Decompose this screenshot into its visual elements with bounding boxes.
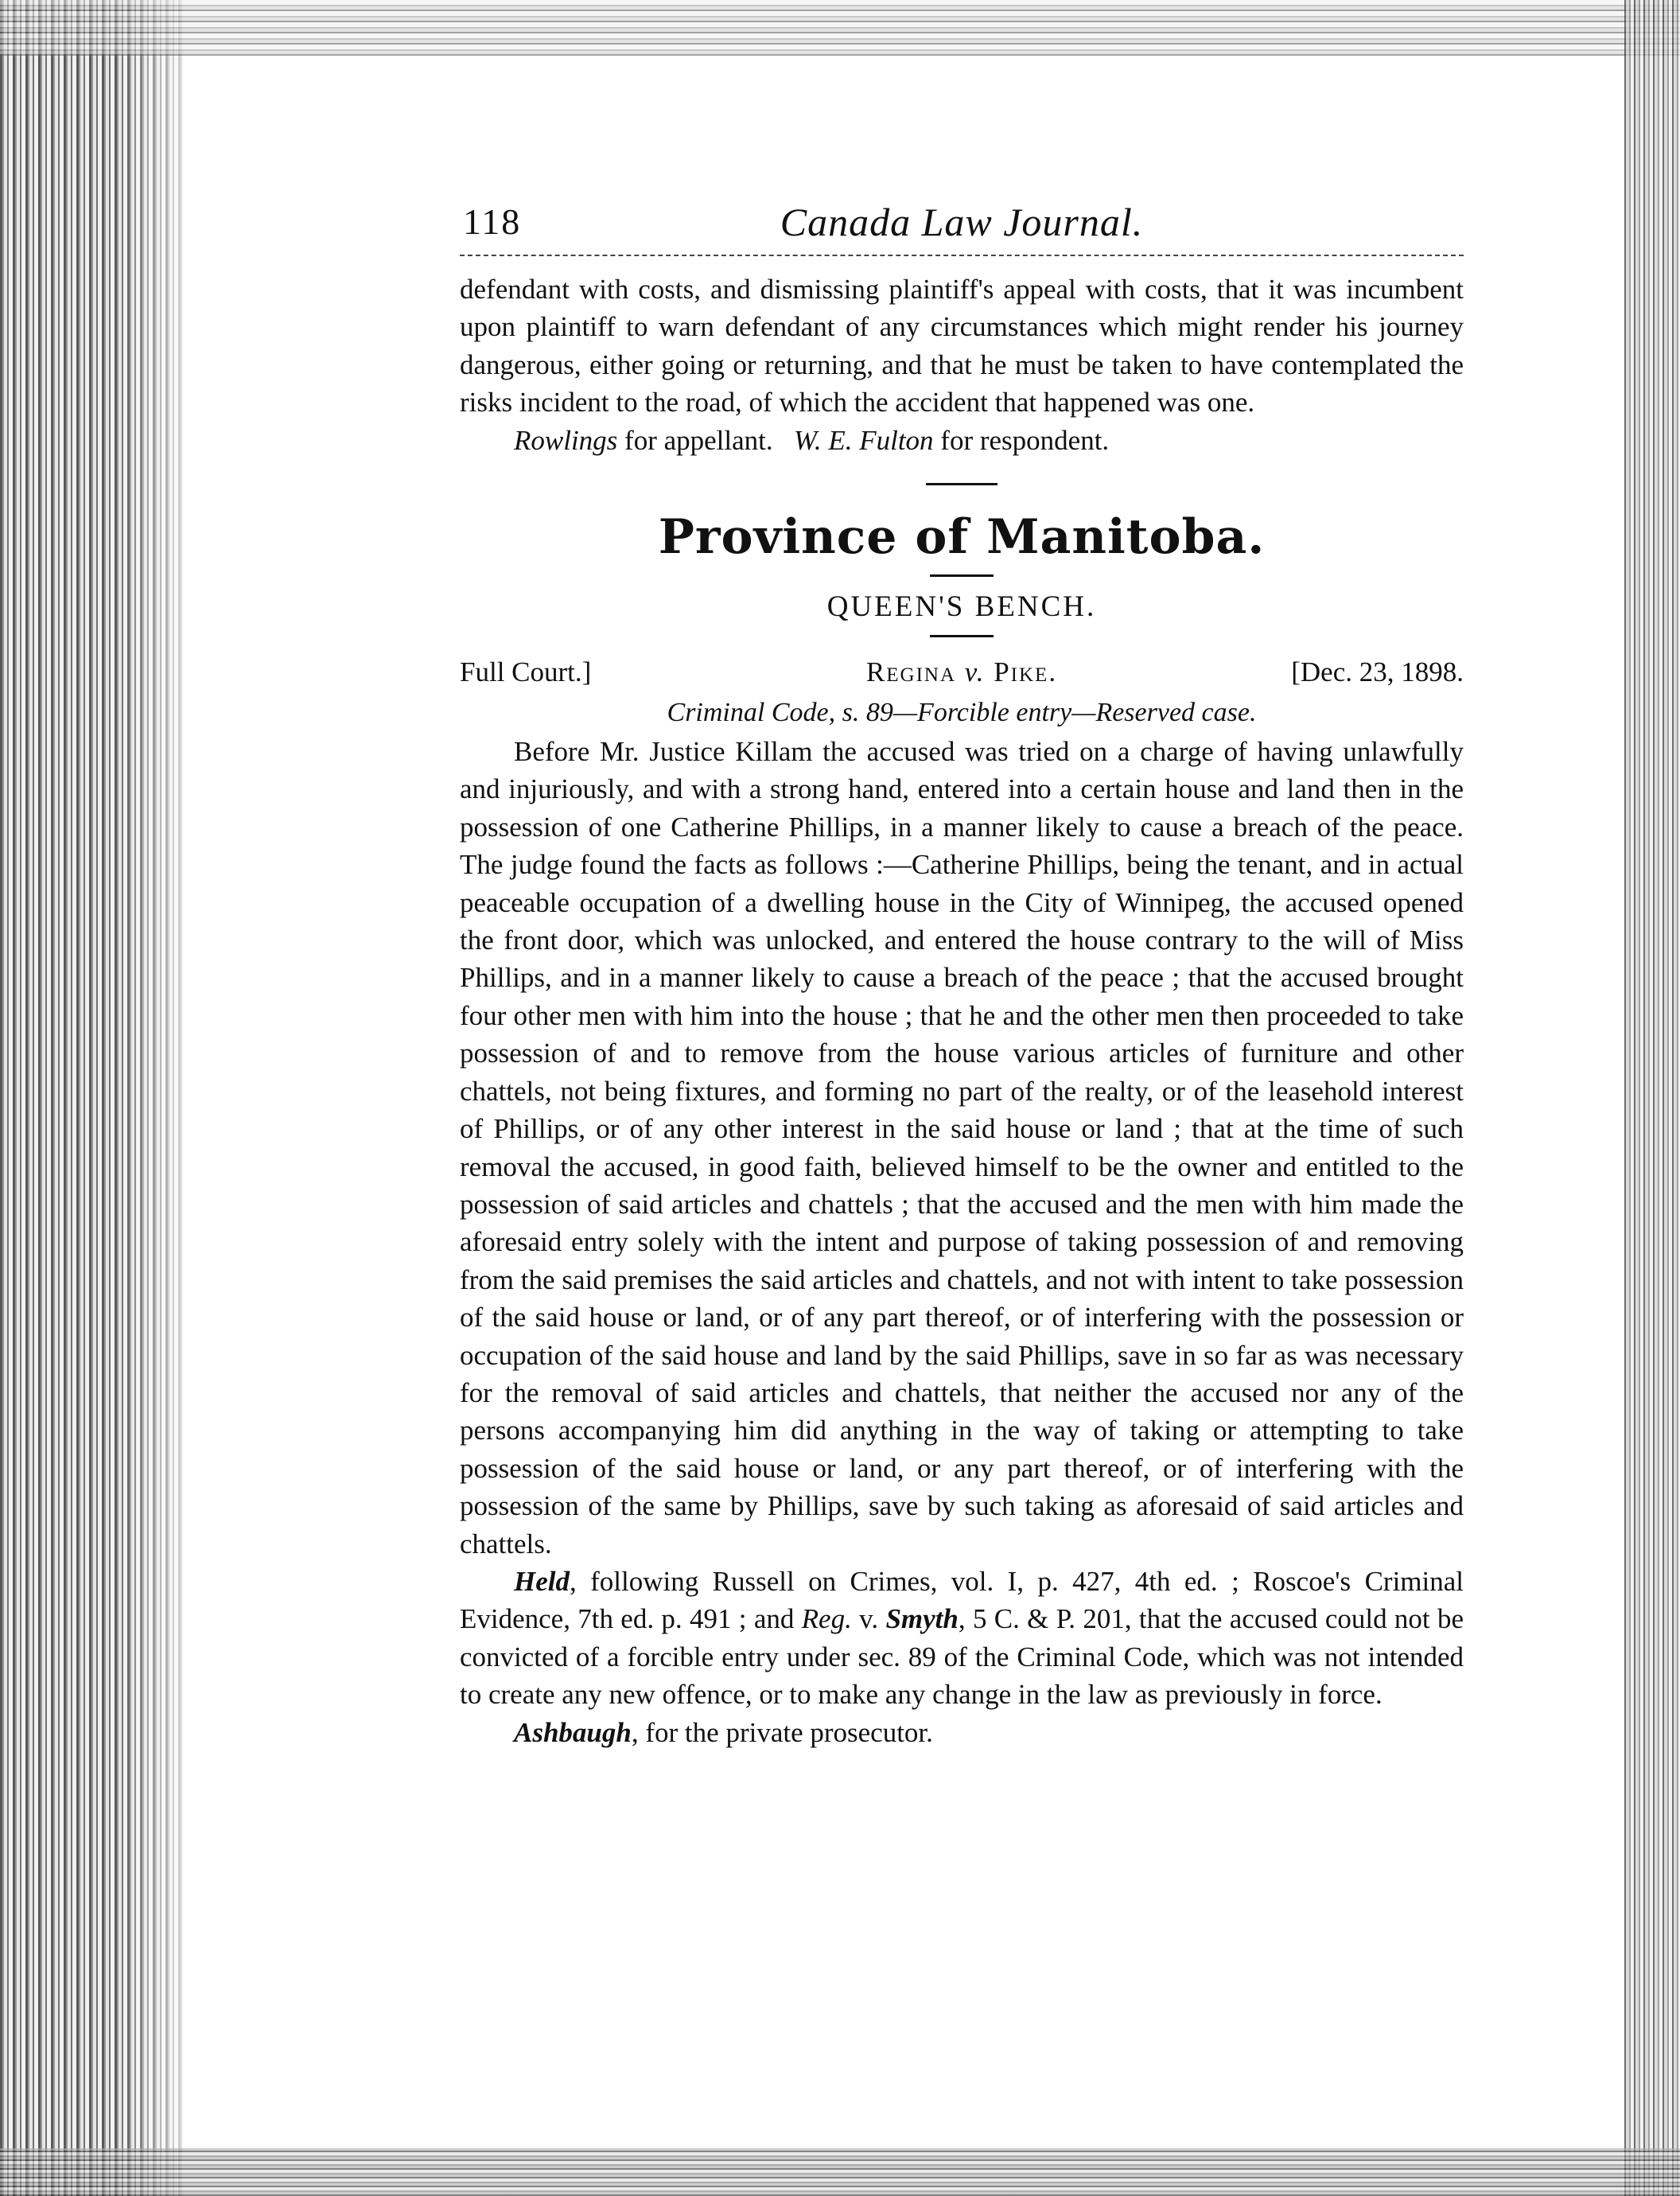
case-plaintiff: Regina bbox=[865, 656, 957, 688]
prosecutor-role: , for the private prosecutor. bbox=[631, 1716, 933, 1748]
held-reg: Reg. bbox=[801, 1603, 852, 1635]
province-heading: Province of Manitoba. bbox=[658, 509, 1266, 566]
court-heading: QUEEN'S BENCH. bbox=[826, 590, 1097, 624]
court-type: Full Court.] bbox=[460, 656, 592, 688]
case-body bbox=[460, 733, 1464, 1751]
held-v: v. bbox=[851, 1603, 886, 1635]
held-text-a: , following Russell on Crimes, vol. I, p. 427, 4th ed. ; Roscoe's Criminal Evidence, 7th ed. p. 491 ; and bbox=[460, 1565, 1464, 1635]
page-number: 118 bbox=[463, 201, 522, 242]
case-defendant: Pike. bbox=[994, 656, 1058, 688]
running-head bbox=[460, 199, 1464, 256]
scan-right-edge bbox=[1624, 0, 1680, 2196]
case-headnote: Criminal Code, s. 89—Forcible entry—Reserved case. bbox=[667, 698, 1257, 728]
section-divider bbox=[926, 483, 998, 485]
heading-divider bbox=[930, 574, 994, 577]
scan-top-edge bbox=[0, 0, 1680, 56]
case-held-paragraph bbox=[460, 1563, 1464, 1714]
previous-case-text bbox=[460, 271, 1464, 459]
court-divider bbox=[930, 635, 994, 637]
previous-case-paragraph: defendant with costs, and dismissing plaintiff's appeal with costs, that it was incumbent upon plaintiff to warn defendant of any circumstances which might render his journey dangerous, either going or returning, and that he must be taken to have contemplated the risks incident to the road, of which the accident that happened was one. bbox=[460, 274, 1464, 419]
appellant-counsel-name: Rowlings bbox=[514, 424, 618, 456]
case-facts-paragraph: Before Mr. Justice Killam the accused was tried on a charge of having unlawfully and injuriously, and with a strong hand, entered into a certain house and land then in the possession of one Catherine Phillips, in a manner likely to cause a breach of the peace. The judge found the facts as follows :—Catherine Phillips, being the tenant, and in actual peaceable occupation of a dwelling house in the City of Winnipeg, the accused opened the front door, which was unlocked, and entered the house contrary to the will of Miss Phillips, and in a manner likely to cause a breach of the peace ; that the accused brought four other men with him into the house ; that he and the other men then proceeded to take possession of and to remove from the house various articles of furniture and other chattels, not being fixtures, and forming no part of the realty, or of the leasehold interest of Phillips, or of any other interest in the said house or land ; that at the time of such removal the accused, in good faith, believed himself to be the owner and entitled to the possession of said articles and chattels ; that the accused and the men with him made the aforesaid entry solely with the intent and purpose of taking possession of and removing from the said premises the said articles and chattels, and not with intent to take possession of the said house or land, or of any part thereof, or of interfering with the possession or occupation of the said house and land by the said Phillips, save in so far as was necessary for the removal of said articles and chattels, that neither the accused nor any of the persons accompanying him did anything in the way of taking or attempting to take possession of the said house or land, or any part thereof, or of interfering with the possession of the same by Phillips, save by such taking as aforesaid of said articles and chattels. bbox=[460, 736, 1464, 1559]
case-caption bbox=[460, 656, 1464, 696]
journal-page bbox=[460, 199, 1464, 1751]
respondent-counsel-role: for respondent. bbox=[933, 424, 1110, 456]
prosecutor-line bbox=[460, 1714, 1464, 1751]
held-smyth: Smyth bbox=[885, 1603, 959, 1635]
previous-case-counsel bbox=[460, 422, 1464, 459]
appellant-counsel-role: for appellant. bbox=[617, 424, 773, 456]
case-versus: v. bbox=[964, 656, 986, 688]
scan-edge-fade bbox=[119, 0, 207, 2196]
journal-title: Canada Law Journal. bbox=[780, 200, 1144, 244]
held-text-b: , 5 C. & P. 201, that the accused could not be convicted of a forcible entry under sec. 89 of the Criminal Code, which was not intended to create any new offence, or to make any change in the law as previously in force. bbox=[460, 1603, 1464, 1711]
prosecutor-name: Ashbaugh bbox=[514, 1716, 632, 1748]
scan-bottom-edge bbox=[0, 2148, 1680, 2196]
respondent-counsel-name: W. E. Fulton bbox=[793, 424, 934, 456]
case-date: [Dec. 23, 1898. bbox=[1291, 656, 1464, 688]
held-label: Held bbox=[514, 1565, 570, 1597]
